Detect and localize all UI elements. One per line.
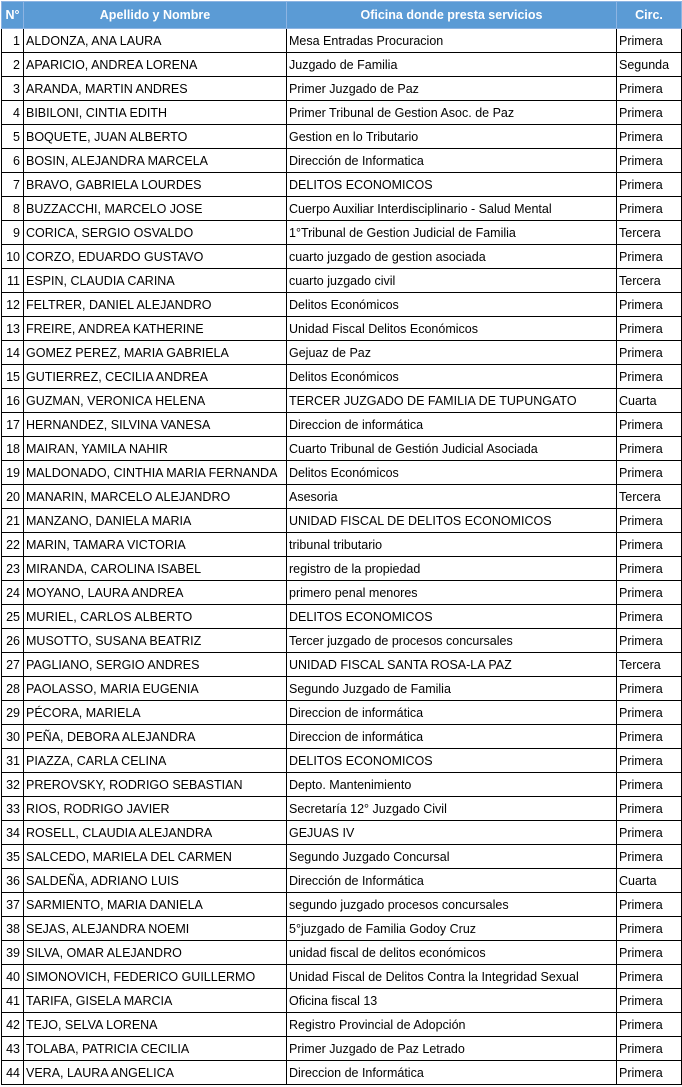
table-row xyxy=(2,485,682,509)
office-name: Cuarto Tribunal de Gestión Judicial Asociada xyxy=(287,437,617,461)
table-row xyxy=(2,293,682,317)
office-name: Delitos Económicos xyxy=(287,293,617,317)
employee-name: BRAVO, GABRIELA LOURDES xyxy=(24,173,287,197)
employee-name: MURIEL, CARLOS ALBERTO xyxy=(24,605,287,629)
table-row xyxy=(2,365,682,389)
office-name: cuarto juzgado de gestion asociada xyxy=(287,245,617,269)
employee-name: TOLABA, PATRICIA CECILIA xyxy=(24,1037,287,1061)
employee-name: PREROVSKY, RODRIGO SEBASTIAN xyxy=(24,773,287,797)
office-name: Delitos Económicos xyxy=(287,461,617,485)
table-row xyxy=(2,77,682,101)
office-name: 1°Tribunal de Gestion Judicial de Familia xyxy=(287,221,617,245)
row-number: 5 xyxy=(2,125,24,149)
employee-name: MAIRAN, YAMILA NAHIR xyxy=(24,437,287,461)
table-row xyxy=(2,677,682,701)
circunscripcion: Primera xyxy=(617,629,682,653)
employee-name: PÉCORA, MARIELA xyxy=(24,701,287,725)
row-number: 37 xyxy=(2,893,24,917)
row-number: 18 xyxy=(2,437,24,461)
employee-name: RIOS, RODRIGO JAVIER xyxy=(24,797,287,821)
office-name: GEJUAS IV xyxy=(287,821,617,845)
office-name: Primer Juzgado de Paz xyxy=(287,77,617,101)
employee-name: PAGLIANO, SERGIO ANDRES xyxy=(24,653,287,677)
row-number: 19 xyxy=(2,461,24,485)
office-name: registro de la propiedad xyxy=(287,557,617,581)
circunscripcion: Primera xyxy=(617,725,682,749)
table-row xyxy=(2,821,682,845)
row-number: 7 xyxy=(2,173,24,197)
circunscripcion: Tercera xyxy=(617,221,682,245)
row-number: 14 xyxy=(2,341,24,365)
circunscripcion: Primera xyxy=(617,293,682,317)
table-row xyxy=(2,1061,682,1085)
circunscripcion: Primera xyxy=(617,821,682,845)
row-number: 4 xyxy=(2,101,24,125)
circunscripcion: Tercera xyxy=(617,653,682,677)
row-number: 43 xyxy=(2,1037,24,1061)
circunscripcion: Primera xyxy=(617,29,682,53)
circunscripcion: Primera xyxy=(617,77,682,101)
employee-name: MANARIN, MARCELO ALEJANDRO xyxy=(24,485,287,509)
row-number: 27 xyxy=(2,653,24,677)
circunscripcion: Primera xyxy=(617,605,682,629)
row-number: 31 xyxy=(2,749,24,773)
circunscripcion: Primera xyxy=(617,749,682,773)
table-row xyxy=(2,533,682,557)
office-name: Depto. Mantenimiento xyxy=(287,773,617,797)
column-header-circ: Circ. xyxy=(617,2,682,29)
row-number: 16 xyxy=(2,389,24,413)
table-row xyxy=(2,149,682,173)
employee-name: BUZZACCHI, MARCELO JOSE xyxy=(24,197,287,221)
office-name: Unidad Fiscal Delitos Económicos xyxy=(287,317,617,341)
table-row xyxy=(2,629,682,653)
table-row xyxy=(2,245,682,269)
circunscripcion: Primera xyxy=(617,173,682,197)
row-number: 23 xyxy=(2,557,24,581)
circunscripcion: Primera xyxy=(617,581,682,605)
employee-name: ARANDA, MARTIN ANDRES xyxy=(24,77,287,101)
circunscripcion: Primera xyxy=(617,509,682,533)
office-name: DELITOS ECONOMICOS xyxy=(287,605,617,629)
table-row xyxy=(2,389,682,413)
row-number: 39 xyxy=(2,941,24,965)
table-row xyxy=(2,653,682,677)
circunscripcion: Primera xyxy=(617,341,682,365)
circunscripcion: Primera xyxy=(617,437,682,461)
circunscripcion: Primera xyxy=(617,965,682,989)
employee-name: ALDONZA, ANA LAURA xyxy=(24,29,287,53)
table-row xyxy=(2,1013,682,1037)
office-name: Primer Juzgado de Paz Letrado xyxy=(287,1037,617,1061)
employee-name: MARIN, TAMARA VICTORIA xyxy=(24,533,287,557)
office-name: Juzgado de Familia xyxy=(287,53,617,77)
row-number: 8 xyxy=(2,197,24,221)
circunscripcion: Primera xyxy=(617,461,682,485)
employee-name: HERNANDEZ, SILVINA VANESA xyxy=(24,413,287,437)
employee-name: MUSOTTO, SUSANA BEATRIZ xyxy=(24,629,287,653)
circunscripcion: Primera xyxy=(617,317,682,341)
employee-name: SALDEÑA, ADRIANO LUIS xyxy=(24,869,287,893)
office-name: Mesa Entradas Procuracion xyxy=(287,29,617,53)
row-number: 32 xyxy=(2,773,24,797)
circunscripcion: Cuarta xyxy=(617,389,682,413)
table-row xyxy=(2,197,682,221)
table-row xyxy=(2,269,682,293)
circunscripcion: Primera xyxy=(617,1037,682,1061)
row-number: 15 xyxy=(2,365,24,389)
table-row xyxy=(2,941,682,965)
office-name: Oficina fiscal 13 xyxy=(287,989,617,1013)
office-name: Dirección de Informática xyxy=(287,869,617,893)
employee-name: SEJAS, ALEJANDRA NOEMI xyxy=(24,917,287,941)
employee-name: SILVA, OMAR ALEJANDRO xyxy=(24,941,287,965)
employee-name: BOSIN, ALEJANDRA MARCELA xyxy=(24,149,287,173)
table-row xyxy=(2,413,682,437)
office-name: Gejuaz de Paz xyxy=(287,341,617,365)
circunscripcion: Primera xyxy=(617,917,682,941)
employee-name: GUTIERREZ, CECILIA ANDREA xyxy=(24,365,287,389)
circunscripcion: Primera xyxy=(617,941,682,965)
table-row xyxy=(2,101,682,125)
employee-name: ESPIN, CLAUDIA CARINA xyxy=(24,269,287,293)
office-name: segundo juzgado procesos concursales xyxy=(287,893,617,917)
circunscripcion: Primera xyxy=(617,365,682,389)
employee-name: BIBILONI, CINTIA EDITH xyxy=(24,101,287,125)
row-number: 33 xyxy=(2,797,24,821)
row-number: 3 xyxy=(2,77,24,101)
employee-name: CORICA, SERGIO OSVALDO xyxy=(24,221,287,245)
office-name: Primer Tribunal de Gestion Asoc. de Paz xyxy=(287,101,617,125)
circunscripcion: Tercera xyxy=(617,485,682,509)
table-row xyxy=(2,725,682,749)
row-number: 12 xyxy=(2,293,24,317)
office-name: unidad fiscal de delitos económicos xyxy=(287,941,617,965)
office-name: Direccion de informática xyxy=(287,413,617,437)
table-row xyxy=(2,509,682,533)
table-row xyxy=(2,557,682,581)
office-name: Direccion de Informática xyxy=(287,1061,617,1085)
office-name: Delitos Económicos xyxy=(287,365,617,389)
table-row xyxy=(2,1037,682,1061)
office-name: Direccion de informática xyxy=(287,725,617,749)
employee-name: PIAZZA, CARLA CELINA xyxy=(24,749,287,773)
office-name: 5°juzgado de Familia Godoy Cruz xyxy=(287,917,617,941)
employee-name: MIRANDA, CAROLINA ISABEL xyxy=(24,557,287,581)
circunscripcion: Primera xyxy=(617,677,682,701)
table-row xyxy=(2,989,682,1013)
employee-name: MANZANO, DANIELA MARIA xyxy=(24,509,287,533)
employee-name: TEJO, SELVA LORENA xyxy=(24,1013,287,1037)
header-row xyxy=(2,2,682,29)
office-name: Segundo Juzgado de Familia xyxy=(287,677,617,701)
table-row xyxy=(2,29,682,53)
row-number: 9 xyxy=(2,221,24,245)
table-row xyxy=(2,317,682,341)
employee-name: PAOLASSO, MARIA EUGENIA xyxy=(24,677,287,701)
circunscripcion: Primera xyxy=(617,245,682,269)
row-number: 36 xyxy=(2,869,24,893)
employee-name: ROSELL, CLAUDIA ALEJANDRA xyxy=(24,821,287,845)
table-row xyxy=(2,125,682,149)
office-name: UNIDAD FISCAL SANTA ROSA-LA PAZ xyxy=(287,653,617,677)
circunscripcion: Segunda xyxy=(617,53,682,77)
row-number: 1 xyxy=(2,29,24,53)
employee-name: MOYANO, LAURA ANDREA xyxy=(24,581,287,605)
employee-name: SIMONOVICH, FEDERICO GUILLERMO xyxy=(24,965,287,989)
table-row xyxy=(2,917,682,941)
employee-name: TARIFA, GISELA MARCIA xyxy=(24,989,287,1013)
table-row xyxy=(2,893,682,917)
circunscripcion: Primera xyxy=(617,197,682,221)
table-row xyxy=(2,749,682,773)
office-name: cuarto juzgado civil xyxy=(287,269,617,293)
office-name: Tercer juzgado de procesos concursales xyxy=(287,629,617,653)
circunscripcion: Cuarta xyxy=(617,869,682,893)
table-row xyxy=(2,797,682,821)
row-number: 17 xyxy=(2,413,24,437)
office-name: Unidad Fiscal de Delitos Contra la Integridad Sexual xyxy=(287,965,617,989)
employee-name: PEÑA, DEBORA ALEJANDRA xyxy=(24,725,287,749)
circunscripcion: Primera xyxy=(617,101,682,125)
table-row xyxy=(2,173,682,197)
row-number: 42 xyxy=(2,1013,24,1037)
circunscripcion: Primera xyxy=(617,125,682,149)
table-row xyxy=(2,53,682,77)
row-number: 11 xyxy=(2,269,24,293)
row-number: 29 xyxy=(2,701,24,725)
office-name: Gestion en lo Tributario xyxy=(287,125,617,149)
office-name: TERCER JUZGADO DE FAMILIA DE TUPUNGATO xyxy=(287,389,617,413)
circunscripcion: Tercera xyxy=(617,269,682,293)
row-number: 28 xyxy=(2,677,24,701)
row-number: 35 xyxy=(2,845,24,869)
row-number: 2 xyxy=(2,53,24,77)
row-number: 25 xyxy=(2,605,24,629)
row-number: 40 xyxy=(2,965,24,989)
employee-name: VERA, LAURA ANGELICA xyxy=(24,1061,287,1085)
circunscripcion: Primera xyxy=(617,557,682,581)
employee-name: FREIRE, ANDREA KATHERINE xyxy=(24,317,287,341)
employee-name: FELTRER, DANIEL ALEJANDRO xyxy=(24,293,287,317)
employee-name: BOQUETE, JUAN ALBERTO xyxy=(24,125,287,149)
row-number: 6 xyxy=(2,149,24,173)
row-number: 21 xyxy=(2,509,24,533)
row-number: 34 xyxy=(2,821,24,845)
office-name: Direccion de informática xyxy=(287,701,617,725)
office-name: DELITOS ECONOMICOS xyxy=(287,173,617,197)
employee-name: SARMIENTO, MARIA DANIELA xyxy=(24,893,287,917)
office-name: Asesoria xyxy=(287,485,617,509)
row-number: 38 xyxy=(2,917,24,941)
circunscripcion: Primera xyxy=(617,773,682,797)
employee-name: CORZO, EDUARDO GUSTAVO xyxy=(24,245,287,269)
table-row xyxy=(2,461,682,485)
table-row xyxy=(2,341,682,365)
column-header-number: N° xyxy=(2,2,24,29)
table-row xyxy=(2,845,682,869)
circunscripcion: Primera xyxy=(617,893,682,917)
office-name: Registro Provincial de Adopción xyxy=(287,1013,617,1037)
staff-table xyxy=(1,1,682,1085)
table-row xyxy=(2,437,682,461)
row-number: 26 xyxy=(2,629,24,653)
employee-name: GUZMAN, VERONICA HELENA xyxy=(24,389,287,413)
office-name: UNIDAD FISCAL DE DELITOS ECONOMICOS xyxy=(287,509,617,533)
circunscripcion: Primera xyxy=(617,1013,682,1037)
table-row xyxy=(2,701,682,725)
office-name: Dirección de Informatica xyxy=(287,149,617,173)
circunscripcion: Primera xyxy=(617,533,682,557)
circunscripcion: Primera xyxy=(617,701,682,725)
column-header-office: Oficina donde presta servicios xyxy=(287,2,617,29)
employee-name: SALCEDO, MARIELA DEL CARMEN xyxy=(24,845,287,869)
employee-name: GOMEZ PEREZ, MARIA GABRIELA xyxy=(24,341,287,365)
circunscripcion: Primera xyxy=(617,1061,682,1085)
employee-name: MALDONADO, CINTHIA MARIA FERNANDA xyxy=(24,461,287,485)
row-number: 22 xyxy=(2,533,24,557)
office-name: primero penal menores xyxy=(287,581,617,605)
circunscripcion: Primera xyxy=(617,845,682,869)
row-number: 30 xyxy=(2,725,24,749)
row-number: 24 xyxy=(2,581,24,605)
circunscripcion: Primera xyxy=(617,413,682,437)
row-number: 41 xyxy=(2,989,24,1013)
office-name: tribunal tributario xyxy=(287,533,617,557)
column-header-name: Apellido y Nombre xyxy=(24,2,287,29)
row-number: 44 xyxy=(2,1061,24,1085)
table-row xyxy=(2,773,682,797)
table-row xyxy=(2,221,682,245)
table-row xyxy=(2,869,682,893)
employee-name: APARICIO, ANDREA LORENA xyxy=(24,53,287,77)
office-name: Cuerpo Auxiliar Interdisciplinario - Salud Mental xyxy=(287,197,617,221)
office-name: Segundo Juzgado Concursal xyxy=(287,845,617,869)
row-number: 20 xyxy=(2,485,24,509)
table-row xyxy=(2,605,682,629)
table-row xyxy=(2,965,682,989)
table-row xyxy=(2,581,682,605)
circunscripcion: Primera xyxy=(617,989,682,1013)
office-name: DELITOS ECONOMICOS xyxy=(287,749,617,773)
row-number: 13 xyxy=(2,317,24,341)
circunscripcion: Primera xyxy=(617,797,682,821)
circunscripcion: Primera xyxy=(617,149,682,173)
office-name: Secretaría 12° Juzgado Civil xyxy=(287,797,617,821)
row-number: 10 xyxy=(2,245,24,269)
